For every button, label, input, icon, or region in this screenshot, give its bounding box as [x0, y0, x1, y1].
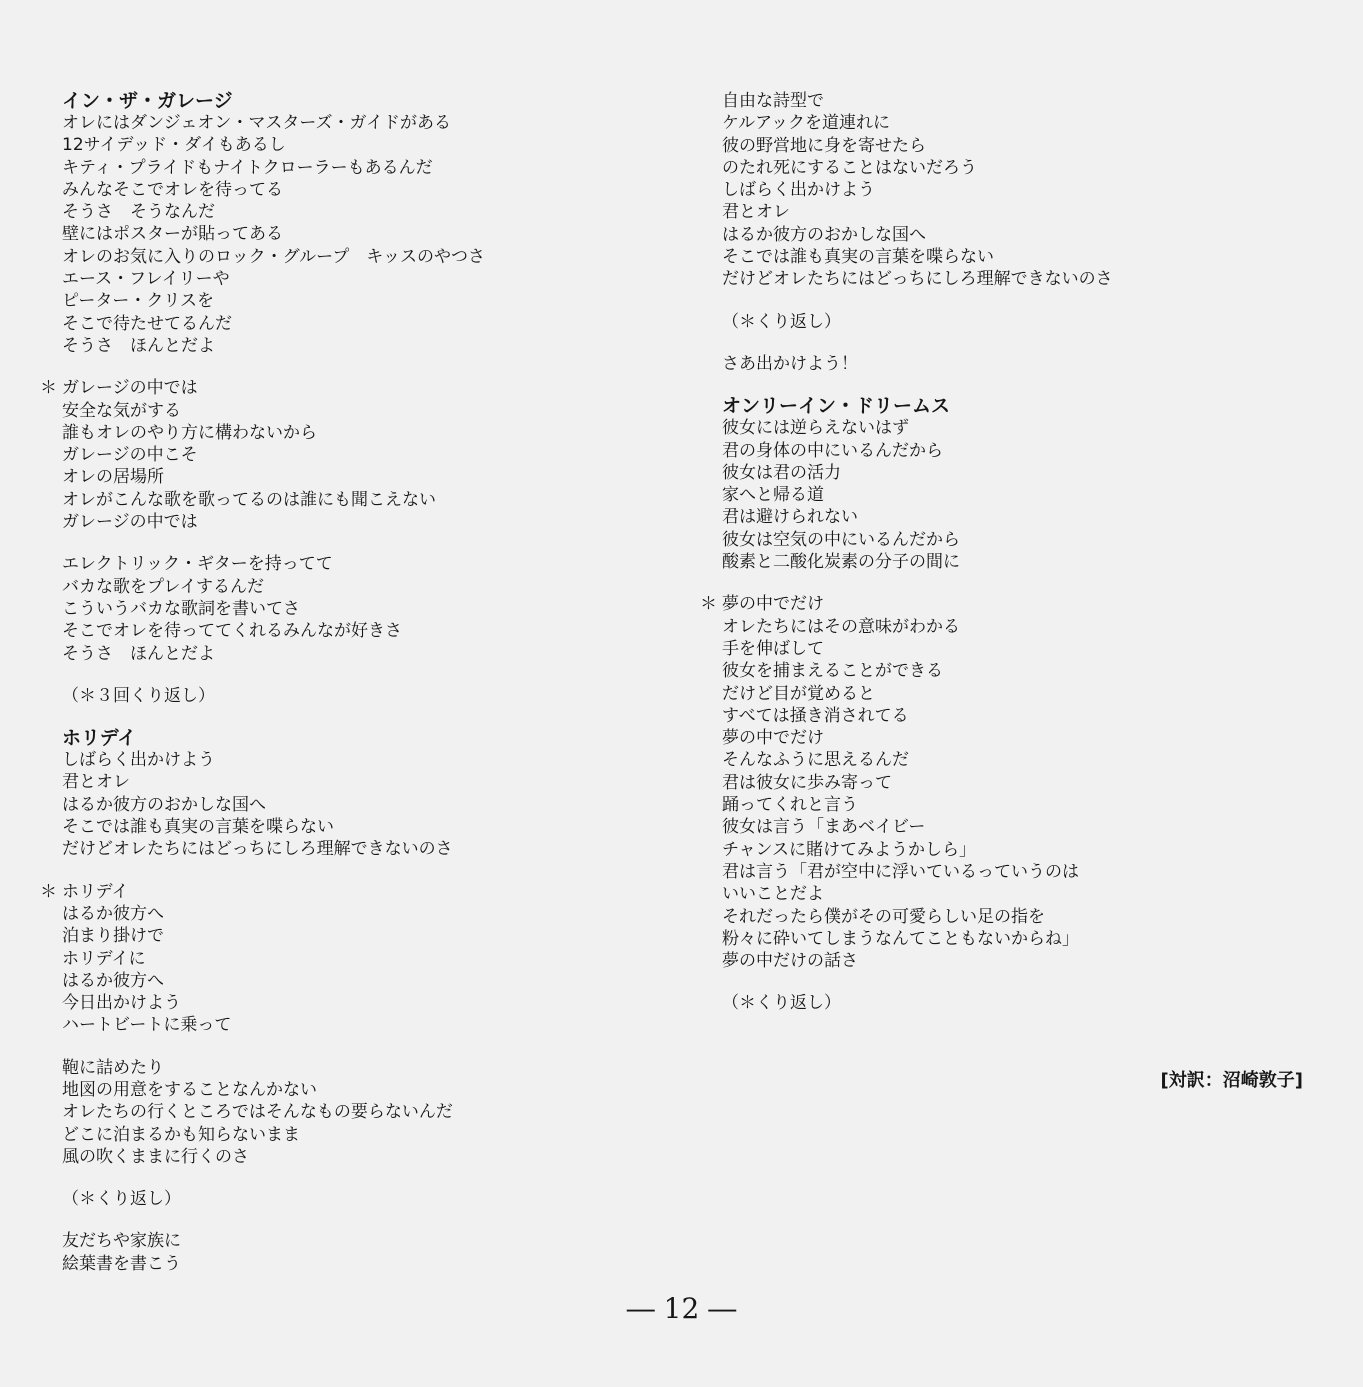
lyric-line: オレの居場所	[62, 467, 164, 488]
lyric-line: ケルアックを道連れに	[722, 113, 890, 134]
lyric-line: 彼女は君の活力	[722, 462, 841, 483]
lyric-line: だけどオレたちにはどっちにしろ理解できないのさ	[722, 269, 1113, 290]
lyric-line: ガレージの中こそ	[62, 445, 198, 466]
lyric-line: 粉々に砕いてしまうなんてこともないからね」	[722, 928, 1079, 949]
lyric-line: （＊くり返し）	[722, 993, 841, 1014]
lyric-line: ハートビートに乗って	[62, 1015, 232, 1036]
lyric-line: こういうバカな歌詞を書いてさ	[62, 598, 300, 619]
lyric-line: オレにはダンジェオン・マスターズ・ガイドがある	[62, 113, 452, 133]
right-column	[700, 90, 1320, 1035]
lyric-line: 今日出かけよう	[62, 993, 181, 1014]
lyric-line: オレたちにはその意味がわかる	[722, 616, 960, 637]
lyric-section	[40, 881, 660, 1037]
lyric-line: はるか彼方へ	[62, 970, 164, 991]
lyric-line: さあ出かけよう！	[722, 353, 858, 374]
lyric-line: ガレージの中では	[62, 512, 198, 533]
lyric-line: 地図の用意をすることなんかない	[62, 1079, 317, 1100]
lyric-line: （＊くり返し）	[722, 311, 841, 332]
lyric-line: ホリデイに	[62, 948, 146, 969]
lyric-line: そんなふうに思えるんだ	[722, 750, 909, 771]
lyric-line: そこでオレを待っててくれるみんなが好きさ	[62, 621, 402, 642]
lyric-line: オレたちの行くところではそんなもの要らないんだ	[62, 1102, 453, 1123]
lyric-line: それだったら僕がその可愛らしい足の指を	[722, 906, 1045, 927]
lyric-line: 君は言う「君が空中に浮いているっていうのは	[722, 861, 1079, 882]
lyric-line: 君は避けられない	[722, 507, 858, 528]
lyric-line: エレクトリック・ギターを持ってて	[62, 554, 333, 575]
lyric-section	[40, 685, 660, 707]
lyric-line: オレがこんな歌を歌ってるのは誰にも聞こえない	[62, 489, 436, 510]
lyric-line: 彼女は空気の中にいるんだから	[722, 529, 960, 550]
lyric-line: 手を伸ばして	[722, 638, 824, 659]
lyric-section	[700, 311, 1320, 333]
lyric-section	[40, 727, 660, 860]
lyric-line: すべては掻き消されてる	[722, 705, 909, 726]
lyric-section	[40, 1188, 660, 1210]
lyric-section	[40, 90, 660, 357]
lyric-line: 君は彼女に歩み寄って	[722, 772, 892, 793]
lyric-line: 君の身体の中にいるんだから	[722, 440, 943, 461]
lyric-line: 絵葉書を書こう	[62, 1253, 181, 1274]
page-number: ― 12 ―	[626, 1292, 737, 1325]
lyric-line: だけどオレたちにはどっちにしろ理解できないのさ	[62, 839, 453, 860]
lyric-line: 君とオレ	[62, 772, 130, 793]
lyric-line: 友だちや家族に	[62, 1231, 181, 1252]
lyric-section	[700, 90, 1320, 291]
lyric-line: 彼女には逆らえないはず	[722, 418, 909, 439]
lyric-line: （＊くり返し）	[62, 1189, 181, 1210]
lyric-line: オレのお気に入りのロック・グループ キッスのやつさ	[62, 246, 485, 267]
lyric-section	[40, 1057, 660, 1168]
lyric-line: はるか彼方のおかしな国へ	[722, 224, 926, 245]
lyric-line: 彼女は言う「まあベイビー	[722, 817, 926, 838]
lyric-line: どこに泊まるかも知らないまま	[62, 1124, 300, 1145]
lyric-line: 踊ってくれと言う	[722, 795, 858, 816]
lyric-line: チャンスに賭けてみようかしら」	[722, 839, 976, 860]
lyric-line: エース・フレイリーや	[62, 269, 230, 290]
lyric-line: そこで待たせてるんだ	[62, 313, 232, 334]
lyric-line: 君とオレ	[722, 202, 790, 223]
left-column	[40, 90, 660, 1295]
lyric-line: しばらく出かけよう	[722, 180, 875, 201]
lyric-line: はるか彼方のおかしな国へ	[62, 794, 266, 815]
lyric-line: 12サイデッド・ダイもあるし	[62, 135, 286, 156]
lyric-line: いいことだよ	[722, 884, 824, 905]
lyric-line: 自由な詩型で	[722, 91, 824, 111]
lyric-line: 彼女を捕まえることができる	[722, 661, 943, 682]
lyric-line: そこでは誰も真実の言葉を喋らない	[62, 817, 334, 838]
lyric-line: はるか彼方へ	[62, 903, 164, 924]
song-title: オンリーイン・ドリームス	[722, 395, 951, 418]
lyric-line: のたれ死にすることはないだろう	[722, 157, 977, 178]
lyric-line: 鞄に詰めたり	[62, 1057, 164, 1078]
lyric-line: ＊ 夢の中でだけ	[700, 593, 1320, 615]
lyric-line: 彼の野営地に身を寄せたら	[722, 135, 926, 156]
song-title: ホリデイ	[62, 727, 137, 750]
lyric-line: 安全な気がする	[62, 400, 181, 421]
lyric-line: しばらく出かけよう	[62, 750, 215, 771]
lyric-line: そうさ ほんとだよ	[62, 335, 215, 356]
lyric-line: だけど目が覚めると	[722, 683, 875, 704]
lyric-line: 夢の中でだけ	[722, 728, 824, 749]
lyric-line: 壁にはポスターが貼ってある	[62, 224, 283, 245]
song-title: イン・ザ・ガレージ	[62, 90, 233, 112]
lyric-line: そうさ ほんとだよ	[62, 643, 215, 664]
lyric-section	[40, 553, 660, 664]
lyric-line: そうさ そうなんだ	[62, 202, 215, 223]
lyric-section	[40, 1230, 660, 1275]
lyric-section	[700, 353, 1320, 375]
lyric-line: ピーター・クリスを	[62, 291, 214, 312]
lyric-section	[700, 992, 1320, 1014]
lyric-line: ＊ ホリデイ	[40, 881, 660, 903]
lyric-line: 誰もオレのやり方に構わないから	[62, 422, 317, 443]
lyric-line: キティ・プライドもナイトクローラーもあるんだ	[62, 157, 433, 178]
lyric-line: みんなそこでオレを待ってる	[62, 179, 283, 200]
lyric-section	[700, 395, 1320, 573]
lyric-line: 泊まり掛けで	[62, 926, 164, 947]
lyric-section	[700, 593, 1320, 972]
lyric-line: 風の吹くままに行くのさ	[62, 1146, 249, 1167]
lyric-line: （＊３回くり返し）	[62, 685, 215, 706]
lyric-line: 家へと帰る道	[722, 485, 824, 506]
lyric-line: バカな歌をプレイするんだ	[62, 576, 264, 597]
lyric-line: 酸素と二酸化炭素の分子の間に	[722, 552, 960, 573]
lyric-line: そこでは誰も真実の言葉を喋らない	[722, 247, 994, 268]
lyric-section	[40, 377, 660, 533]
translator-credit: [対訳：沼崎敦子]	[1160, 1070, 1303, 1091]
lyric-line: 夢の中だけの話さ	[722, 951, 858, 972]
lyric-line: ＊ ガレージの中では	[40, 377, 660, 399]
